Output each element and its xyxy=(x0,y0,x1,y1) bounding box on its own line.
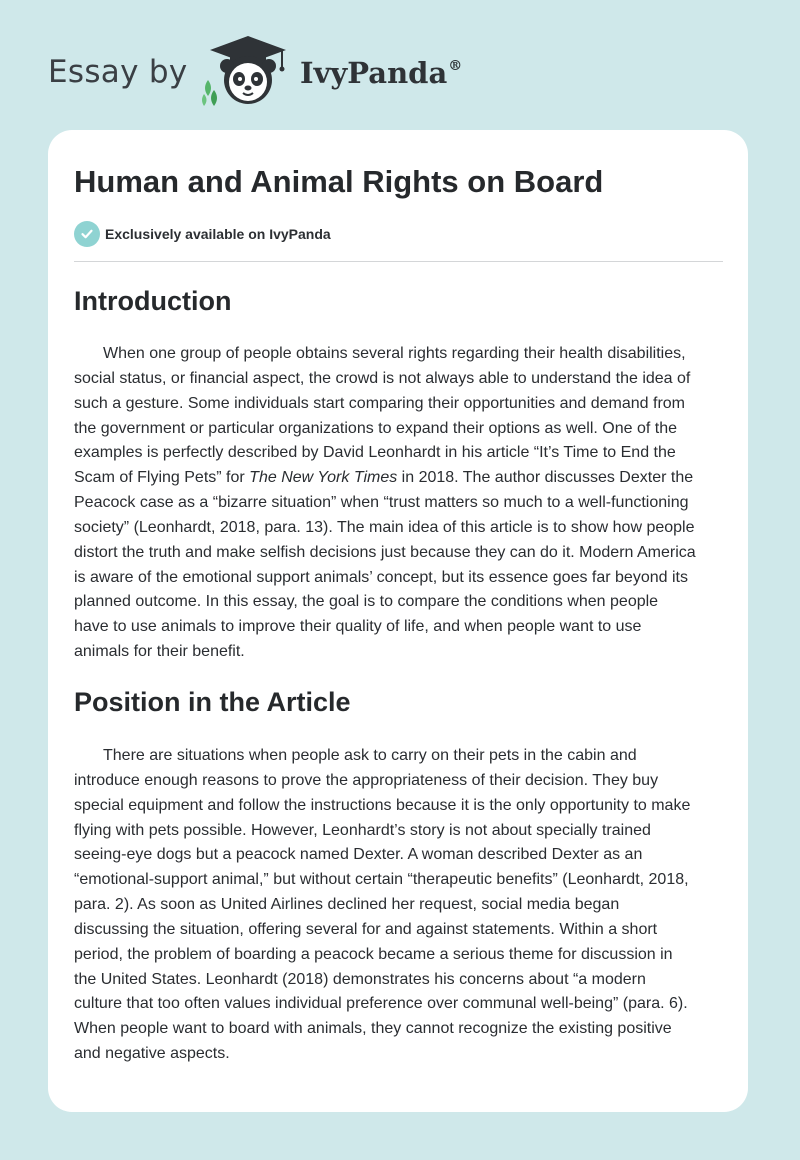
paragraph-line: is aware of the emotional support animals’ concept, but its essence goes far beyond its xyxy=(74,568,688,586)
publication-name: The New York Times xyxy=(249,469,398,487)
paragraph-line: animals for their benefit. xyxy=(74,643,245,661)
section-heading-position: Position in the Article xyxy=(74,687,351,717)
paragraph-line: such a gesture. Some individuals start comparing their opportunities and demand from xyxy=(74,394,685,412)
check-circle-icon xyxy=(74,221,100,247)
paragraph-line: social status, or financial aspect, the crowd is not always able to understand the idea of xyxy=(74,369,691,387)
paragraph-line: culture that too often values individual preference over communal well-being” (para. 6). xyxy=(74,995,688,1013)
registered-mark: ® xyxy=(448,58,463,74)
paragraph-line: When people want to board with animals, they cannot recognize the existing positive xyxy=(74,1020,672,1038)
essay-by-label: Essay by xyxy=(48,54,188,90)
panda-logo-icon xyxy=(200,36,296,108)
paragraph-line: flying with pets possible. However, Leonhardt’s story is not about specially trained xyxy=(74,821,651,839)
paragraph-line: planned outcome. In this essay, the goal is to compare the conditions when people xyxy=(74,593,659,611)
paragraph-line: have to use animals to improve their quality of life, and when people want to use xyxy=(74,618,642,636)
paragraph-line: society” (Leonhardt, 2018, para. 13). The main idea of this article is to show how people xyxy=(74,518,695,536)
paragraph-line: para. 2). As soon as United Airlines declined her request, social media began xyxy=(74,896,620,914)
paragraph-line: introduce enough reasons to prove the appropriateness of their decision. They buy xyxy=(74,771,659,789)
section-heading-introduction: Introduction xyxy=(74,286,232,316)
paragraph-line: discussing the situation, offering several for and against statements. Within a short xyxy=(74,920,658,938)
paragraph-line: the government or particular organizations to expand their options as well. One of the xyxy=(74,419,678,437)
paragraph-line: “emotional-support animal,” but without certain “therapeutic benefits” (Leonhardt, 2018, xyxy=(74,871,689,889)
paragraph-line: distort the truth and make selfish decisions just because they can do it. Modern America xyxy=(74,543,696,561)
paragraph-line: period, the problem of boarding a peacock became a serious theme for discussion in xyxy=(74,945,673,963)
article-title: Human and Animal Rights on Board xyxy=(74,164,604,199)
position-paragraph xyxy=(74,744,724,1067)
brand-name: IvyPanda® xyxy=(300,56,463,90)
paragraph-line: the United States. Leonhardt (2018) demonstrates his concerns about “a modern xyxy=(74,970,646,988)
site-header xyxy=(48,36,488,106)
introduction-paragraph xyxy=(74,342,724,665)
paragraph-line: When one group of people obtains several rights regarding their health disabilities, xyxy=(103,345,686,362)
paragraph-line: Peacock case as a “bizarre situation” when “trust matters so much to a well-functioning xyxy=(74,494,689,512)
title-divider xyxy=(74,261,723,262)
paragraph-line: Scam of Flying Pets” for The New York Times in 2018. The author discusses Dexter the xyxy=(74,469,694,487)
paragraph-line: examples is perfectly described by David Leonhardt in his article “It’s Time to End the xyxy=(74,444,676,462)
exclusive-badge xyxy=(74,221,331,247)
paragraph-line: seeing-eye dogs but a peacock named Dexter. A woman described Dexter as an xyxy=(74,846,643,864)
article-card xyxy=(48,130,748,1112)
paragraph-line: and negative aspects. xyxy=(74,1045,230,1063)
paragraph-line: There are situations when people ask to carry on their pets in the cabin and xyxy=(103,747,637,764)
badge-label: Exclusively available on IvyPanda xyxy=(105,226,331,242)
paragraph-line: special equipment and follow the instructions because it is the only opportunity to make xyxy=(74,796,691,814)
